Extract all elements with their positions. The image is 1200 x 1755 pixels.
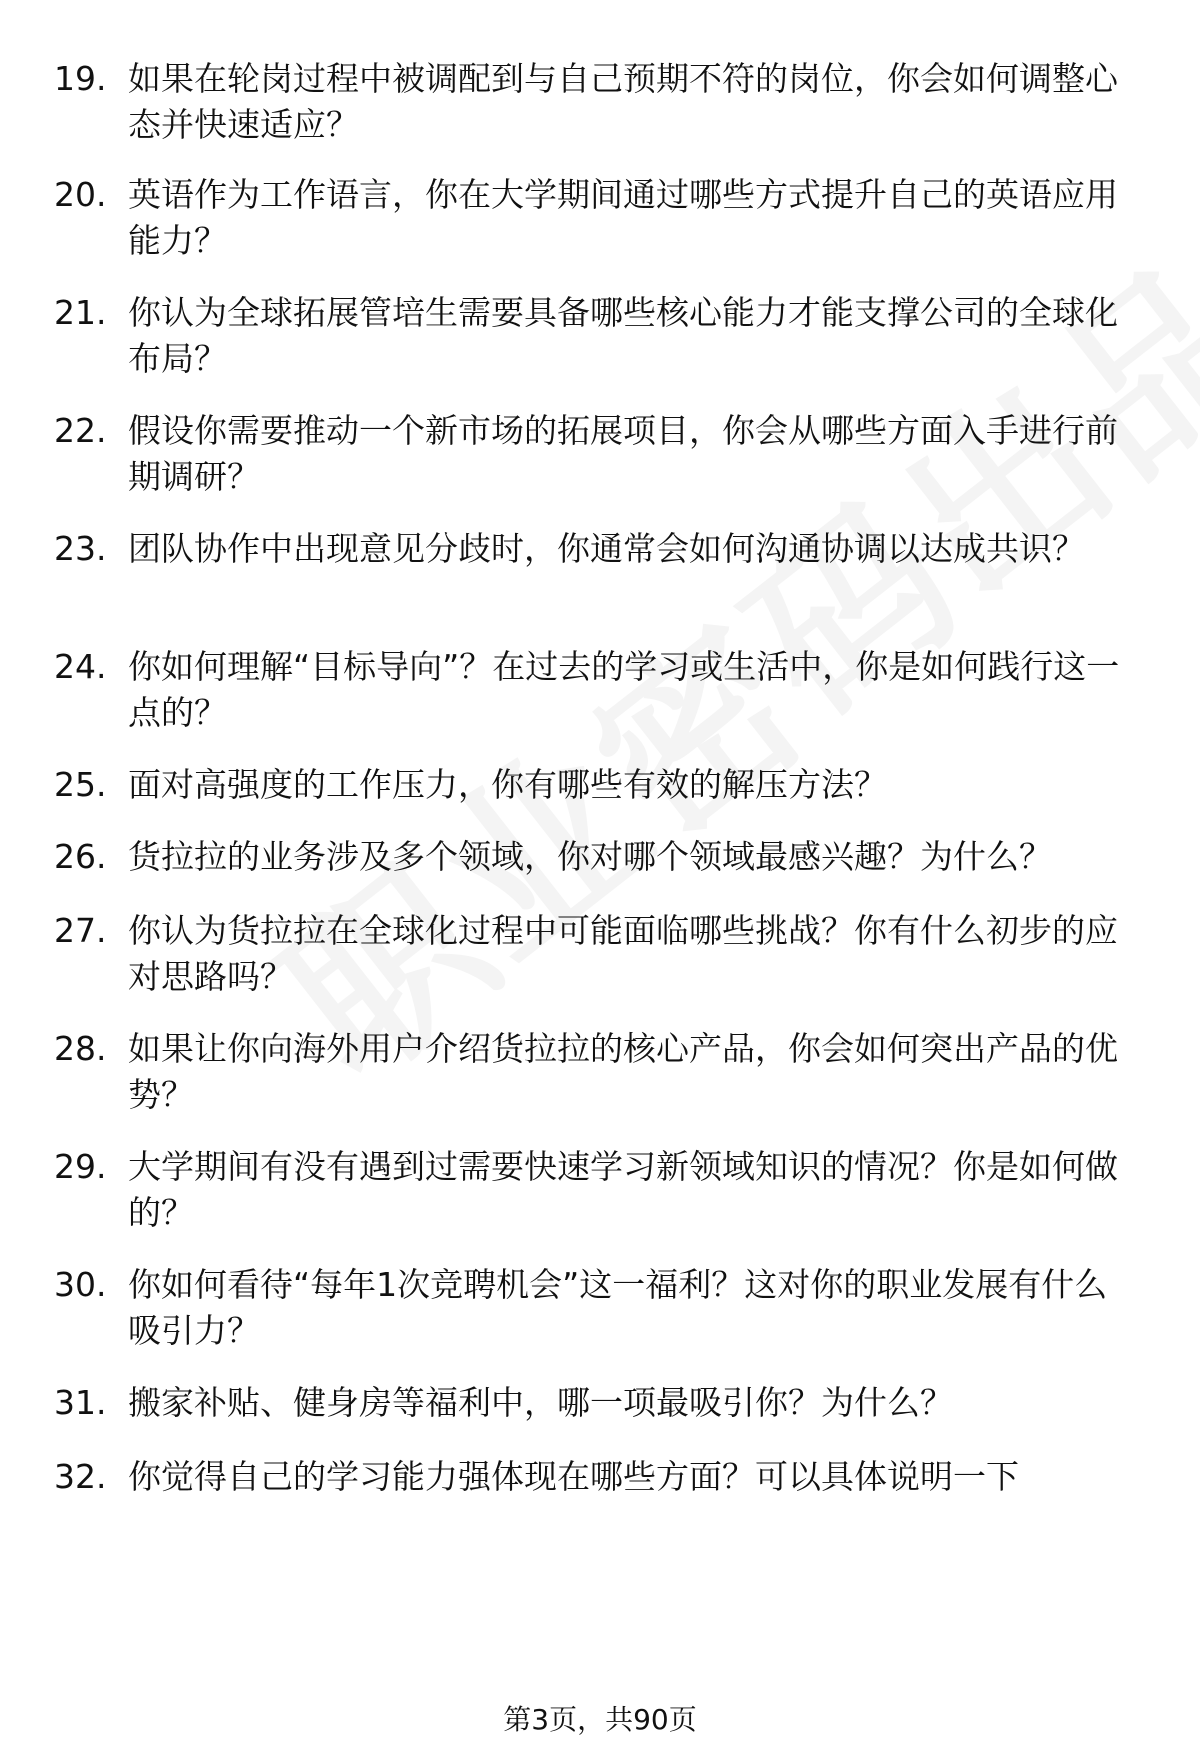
question-text: 英语作为工作语言，你在大学期间通过哪些方式提升自己的英语应用能力？: [128, 175, 1118, 260]
question-text: 货拉拉的业务涉及多个领域，你对哪个领域最感兴趣？为什么？: [128, 837, 1052, 876]
question-number: 29.: [54, 1147, 107, 1186]
question-text: 假设你需要推动一个新市场的拓展项目，你会从哪些方面入手进行前期调研？: [128, 411, 1118, 496]
question-number: 24.: [54, 647, 107, 686]
question-text: 搬家补贴、健身房等福利中，哪一项最吸引你？为什么？: [128, 1383, 953, 1422]
question-number: 26.: [54, 837, 107, 876]
question-text: 你如何看待“每年1次竞聘机会”这一福利？这对你的职业发展有什么吸引力？: [128, 1265, 1108, 1350]
question-text: 大学期间有没有遇到过需要快速学习新领域知识的情况？你是如何做的？: [128, 1147, 1118, 1232]
question-number: 19.: [54, 59, 107, 98]
question-number: 21.: [54, 293, 107, 332]
page-footer: 第3页，共90页: [503, 1703, 697, 1736]
question-number: 28.: [54, 1029, 107, 1068]
question-text: 如果让你向海外用户介绍货拉拉的核心产品，你会如何突出产品的优势？: [128, 1029, 1118, 1114]
question-text: 你认为货拉拉在全球化过程中可能面临哪些挑战？你有什么初步的应对思路吗？: [128, 911, 1118, 996]
question-text: 你觉得自己的学习能力强体现在哪些方面？可以具体说明一下: [128, 1457, 1019, 1496]
question-number: 30.: [54, 1265, 107, 1304]
question-number: 27.: [54, 911, 107, 950]
question-number: 22.: [54, 411, 107, 450]
question-number: 31.: [54, 1383, 107, 1422]
question-number: 25.: [54, 765, 107, 804]
question-text: 团队协作中出现意见分歧时，你通常会如何沟通协调以达成共识？: [128, 529, 1085, 568]
question-number: 23.: [54, 529, 107, 568]
question-number: 32.: [54, 1457, 107, 1496]
question-number: 20.: [54, 175, 107, 214]
question-text: 面对高强度的工作压力，你有哪些有效的解压方法？: [128, 765, 887, 804]
question-text: 如果在轮岗过程中被调配到与自己预期不符的岗位，你会如何调整心态并快速适应？: [128, 59, 1118, 144]
question-text: 你认为全球拓展管培生需要具备哪些核心能力才能支撑公司的全球化布局？: [128, 293, 1118, 378]
question-text: 你如何理解“目标导向”？在过去的学习或生活中，你是如何践行这一点的？: [128, 647, 1120, 732]
